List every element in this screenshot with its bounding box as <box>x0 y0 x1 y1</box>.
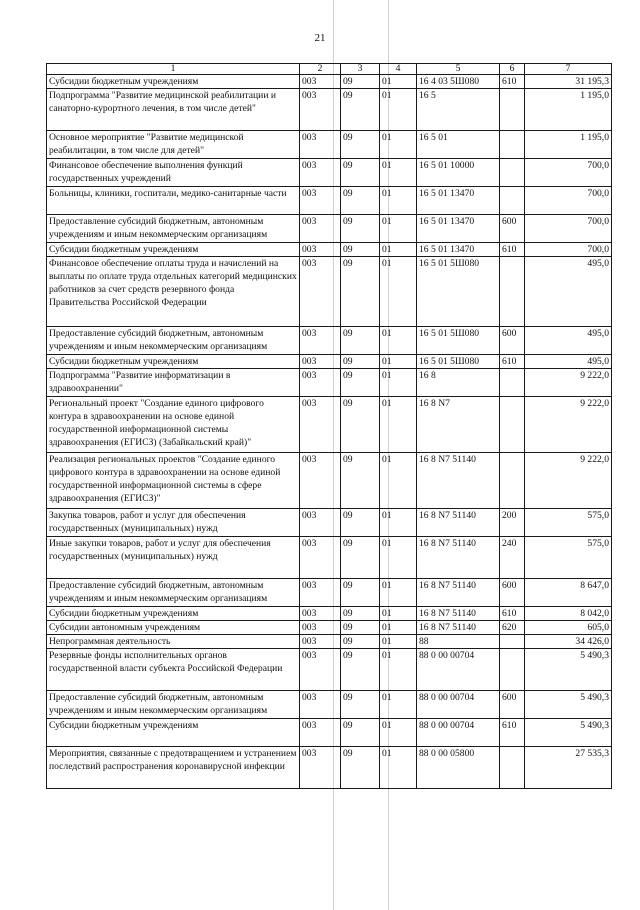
section-code-cell: 09 <box>341 159 380 187</box>
expense-type-cell: 610 <box>500 607 525 621</box>
target-article-cell: 16 5 01 13470 <box>417 243 500 257</box>
table-row <box>47 649 612 691</box>
expense-name-cell: Субсидии бюджетным учреждениям <box>47 75 300 89</box>
section-code-cell: 09 <box>341 607 380 621</box>
section-code-cell: 09 <box>341 243 380 257</box>
expense-type-cell: 600 <box>500 327 525 355</box>
expense-type-cell: 620 <box>500 621 525 635</box>
target-article-cell: 16 8 <box>417 369 500 397</box>
expense-name-cell: Региональный проект "Создание единого цифрового контура в здравоохранении на основе единой государственной информационной системы здравоохранения (ЕГИСЗ) (Забайкальский край)" <box>47 397 300 453</box>
table-row <box>47 243 612 257</box>
ministry-code-cell: 003 <box>300 243 341 257</box>
subsection-code-cell: 01 <box>380 537 417 579</box>
column-header: 7 <box>525 64 612 75</box>
expense-name-cell: Реализация региональных проектов "Создание единого цифрового контура в здравоохранении на основе единой государственной информационной системы в сфере здравоохранения (ЕГИСЗ)" <box>47 453 300 509</box>
table-row <box>47 509 612 537</box>
expense-name-cell: Резервные фонды исполнительных органов государственной власти субъекта Российской Федерации <box>47 649 300 691</box>
subsection-code-cell: 01 <box>380 215 417 243</box>
subsection-code-cell: 01 <box>380 691 417 719</box>
section-code-cell: 09 <box>341 327 380 355</box>
subsection-code-cell: 01 <box>380 257 417 327</box>
expense-type-cell <box>500 131 525 159</box>
subsection-code-cell: 01 <box>380 747 417 789</box>
amount-cell: 1 195,0 <box>525 131 612 159</box>
ministry-code-cell: 003 <box>300 131 341 159</box>
target-article-cell: 16 8 N7 51140 <box>417 453 500 509</box>
expense-type-cell <box>500 747 525 789</box>
amount-cell: 34 426,0 <box>525 635 612 649</box>
expense-name-cell: Предоставление субсидий бюджетным, автономным учреждениям и иным некоммерческим организациям <box>47 215 300 243</box>
section-code-cell: 09 <box>341 397 380 453</box>
section-code-cell: 09 <box>341 509 380 537</box>
amount-cell: 700,0 <box>525 243 612 257</box>
section-code-cell: 09 <box>341 355 380 369</box>
amount-cell: 1 195,0 <box>525 89 612 131</box>
table-row <box>47 635 612 649</box>
expense-type-cell: 600 <box>500 215 525 243</box>
table-row <box>47 691 612 719</box>
ministry-code-cell: 003 <box>300 691 341 719</box>
table-row <box>47 159 612 187</box>
ministry-code-cell: 003 <box>300 327 341 355</box>
section-code-cell: 09 <box>341 453 380 509</box>
section-code-cell: 09 <box>341 89 380 131</box>
target-article-cell: 16 8 N7 51140 <box>417 537 500 579</box>
section-code-cell: 09 <box>341 131 380 159</box>
ministry-code-cell: 003 <box>300 635 341 649</box>
target-article-cell: 16 5 01 5Ш080 <box>417 327 500 355</box>
subsection-code-cell: 01 <box>380 579 417 607</box>
amount-cell: 8 647,0 <box>525 579 612 607</box>
target-article-cell: 16 5 01 13470 <box>417 187 500 215</box>
ministry-code-cell: 003 <box>300 369 341 397</box>
column-header: 5 <box>417 64 500 75</box>
expense-name-cell: Основное мероприятие "Развитие медицинской реабилитации, в том числе для детей" <box>47 131 300 159</box>
expense-type-cell: 610 <box>500 355 525 369</box>
subsection-code-cell: 01 <box>380 453 417 509</box>
subsection-code-cell: 01 <box>380 355 417 369</box>
amount-cell: 9 222,0 <box>525 397 612 453</box>
amount-cell: 5 490,3 <box>525 719 612 747</box>
subsection-code-cell: 01 <box>380 131 417 159</box>
subsection-code-cell: 01 <box>380 75 417 89</box>
expense-name-cell: Предоставление субсидий бюджетным, автономным учреждениям и иным некоммерческим организациям <box>47 691 300 719</box>
amount-cell: 495,0 <box>525 257 612 327</box>
table-row <box>47 719 612 747</box>
expense-type-cell <box>500 159 525 187</box>
expense-name-cell: Подпрограмма "Развитие информатизации в здравоохранении" <box>47 369 300 397</box>
table-row <box>47 747 612 789</box>
target-article-cell: 16 5 01 5Ш080 <box>417 257 500 327</box>
subsection-code-cell: 01 <box>380 187 417 215</box>
target-article-cell: 16 5 01 <box>417 131 500 159</box>
ministry-code-cell: 003 <box>300 719 341 747</box>
expense-name-cell: Подпрограмма "Развитие медицинской реабилитации и санаторно-курортного лечения, в том числе детей" <box>47 89 300 131</box>
expense-type-cell: 610 <box>500 75 525 89</box>
amount-cell: 700,0 <box>525 159 612 187</box>
expense-type-cell <box>500 649 525 691</box>
expense-name-cell: Финансовое обеспечение оплаты труда и начислений на выплаты по оплате труда отдельных категорий медицинских работников за счет средств резервного фонда Правительства Российской Федерации <box>47 257 300 327</box>
section-code-cell: 09 <box>341 649 380 691</box>
amount-cell: 5 490,3 <box>525 691 612 719</box>
amount-cell: 9 222,0 <box>525 369 612 397</box>
expense-name-cell: Финансовое обеспечение выполнения функций государственных учреждений <box>47 159 300 187</box>
table-row <box>47 607 612 621</box>
subsection-code-cell: 01 <box>380 89 417 131</box>
expense-type-cell <box>500 453 525 509</box>
subsection-code-cell: 01 <box>380 369 417 397</box>
amount-cell: 9 222,0 <box>525 453 612 509</box>
ministry-code-cell: 003 <box>300 355 341 369</box>
column-header: 4 <box>380 64 417 75</box>
target-article-cell: 16 5 01 10000 <box>417 159 500 187</box>
target-article-cell: 88 0 00 00704 <box>417 719 500 747</box>
section-code-cell: 09 <box>341 257 380 327</box>
target-article-cell: 88 0 00 00704 <box>417 691 500 719</box>
amount-cell: 700,0 <box>525 187 612 215</box>
target-article-cell: 88 <box>417 635 500 649</box>
expense-type-cell <box>500 187 525 215</box>
table-row <box>47 89 612 131</box>
amount-cell: 575,0 <box>525 509 612 537</box>
amount-cell: 605,0 <box>525 621 612 635</box>
ministry-code-cell: 003 <box>300 509 341 537</box>
expense-type-cell <box>500 635 525 649</box>
column-header: 3 <box>341 64 380 75</box>
subsection-code-cell: 01 <box>380 649 417 691</box>
ministry-code-cell: 003 <box>300 747 341 789</box>
section-code-cell: 09 <box>341 215 380 243</box>
expense-name-cell: Мероприятия, связанные с предотвращением и устранением последствий распространения коронавирусной инфекции <box>47 747 300 789</box>
table-row <box>47 537 612 579</box>
expense-name-cell: Больницы, клиники, госпитали, медико-санитарные части <box>47 187 300 215</box>
subsection-code-cell: 01 <box>380 607 417 621</box>
amount-cell: 27 535,3 <box>525 747 612 789</box>
table-row <box>47 397 612 453</box>
section-code-cell: 09 <box>341 621 380 635</box>
expense-type-cell: 600 <box>500 579 525 607</box>
expense-name-cell: Субсидии бюджетным учреждениям <box>47 719 300 747</box>
expense-name-cell: Субсидии автономным учреждениям <box>47 621 300 635</box>
table-row <box>47 215 612 243</box>
table-row <box>47 257 612 327</box>
expense-name-cell: Субсидии бюджетным учреждениям <box>47 607 300 621</box>
section-code-cell: 09 <box>341 579 380 607</box>
budget-table <box>46 63 612 789</box>
expense-name-cell: Непрограммная деятельность <box>47 635 300 649</box>
target-article-cell: 88 0 00 05800 <box>417 747 500 789</box>
target-article-cell: 16 5 01 5Ш080 <box>417 355 500 369</box>
target-article-cell: 88 0 00 00704 <box>417 649 500 691</box>
expense-type-cell <box>500 257 525 327</box>
expense-type-cell: 610 <box>500 243 525 257</box>
amount-cell: 700,0 <box>525 215 612 243</box>
ministry-code-cell: 003 <box>300 215 341 243</box>
target-article-cell: 16 4 03 5Ш080 <box>417 75 500 89</box>
page-number: 21 <box>314 32 326 44</box>
column-header: 1 <box>47 64 300 75</box>
expense-type-cell: 240 <box>500 537 525 579</box>
section-code-cell: 09 <box>341 747 380 789</box>
section-code-cell: 09 <box>341 369 380 397</box>
section-code-cell: 09 <box>341 635 380 649</box>
table-row <box>47 355 612 369</box>
target-article-cell: 16 8 N7 51140 <box>417 509 500 537</box>
target-article-cell: 16 8 N7 51140 <box>417 607 500 621</box>
table-row <box>47 621 612 635</box>
table-row <box>47 327 612 355</box>
section-code-cell: 09 <box>341 75 380 89</box>
table-header-row <box>47 64 612 75</box>
ministry-code-cell: 003 <box>300 89 341 131</box>
ministry-code-cell: 003 <box>300 397 341 453</box>
table-row <box>47 453 612 509</box>
table-row <box>47 187 612 215</box>
ministry-code-cell: 003 <box>300 187 341 215</box>
amount-cell: 5 490,3 <box>525 649 612 691</box>
amount-cell: 8 042,0 <box>525 607 612 621</box>
target-article-cell: 16 8 N7 <box>417 397 500 453</box>
expense-name-cell: Закупка товаров, работ и услуг для обеспечения государственных (муниципальных) нужд <box>47 509 300 537</box>
ministry-code-cell: 003 <box>300 159 341 187</box>
column-header: 2 <box>300 64 341 75</box>
expense-type-cell: 610 <box>500 719 525 747</box>
ministry-code-cell: 003 <box>300 75 341 89</box>
target-article-cell: 16 8 N7 51140 <box>417 621 500 635</box>
subsection-code-cell: 01 <box>380 635 417 649</box>
subsection-code-cell: 01 <box>380 397 417 453</box>
section-code-cell: 09 <box>341 719 380 747</box>
table-row <box>47 579 612 607</box>
expense-name-cell: Субсидии бюджетным учреждениям <box>47 243 300 257</box>
amount-cell: 575,0 <box>525 537 612 579</box>
target-article-cell: 16 5 <box>417 89 500 131</box>
ministry-code-cell: 003 <box>300 621 341 635</box>
table-row <box>47 75 612 89</box>
expense-type-cell <box>500 397 525 453</box>
section-code-cell: 09 <box>341 691 380 719</box>
expense-type-cell: 600 <box>500 691 525 719</box>
expense-name-cell: Предоставление субсидий бюджетным, автономным учреждениям и иным некоммерческим организациям <box>47 579 300 607</box>
subsection-code-cell: 01 <box>380 243 417 257</box>
target-article-cell: 16 8 N7 51140 <box>417 579 500 607</box>
expense-name-cell: Субсидии бюджетным учреждениям <box>47 355 300 369</box>
expense-type-cell <box>500 369 525 397</box>
ministry-code-cell: 003 <box>300 257 341 327</box>
expense-type-cell <box>500 89 525 131</box>
amount-cell: 495,0 <box>525 355 612 369</box>
ministry-code-cell: 003 <box>300 649 341 691</box>
subsection-code-cell: 01 <box>380 621 417 635</box>
section-code-cell: 09 <box>341 187 380 215</box>
ministry-code-cell: 003 <box>300 453 341 509</box>
subsection-code-cell: 01 <box>380 159 417 187</box>
expense-type-cell: 200 <box>500 509 525 537</box>
section-code-cell: 09 <box>341 537 380 579</box>
expense-name-cell: Предоставление субсидий бюджетным, автономным учреждениям и иным некоммерческим организациям <box>47 327 300 355</box>
subsection-code-cell: 01 <box>380 509 417 537</box>
table-row <box>47 131 612 159</box>
expense-name-cell: Иные закупки товаров, работ и услуг для обеспечения государственных (муниципальных) нужд <box>47 537 300 579</box>
subsection-code-cell: 01 <box>380 719 417 747</box>
ministry-code-cell: 003 <box>300 607 341 621</box>
column-header: 6 <box>500 64 525 75</box>
amount-cell: 495,0 <box>525 327 612 355</box>
ministry-code-cell: 003 <box>300 579 341 607</box>
subsection-code-cell: 01 <box>380 327 417 355</box>
amount-cell: 31 195,3 <box>525 75 612 89</box>
table-row <box>47 369 612 397</box>
target-article-cell: 16 5 01 13470 <box>417 215 500 243</box>
ministry-code-cell: 003 <box>300 537 341 579</box>
